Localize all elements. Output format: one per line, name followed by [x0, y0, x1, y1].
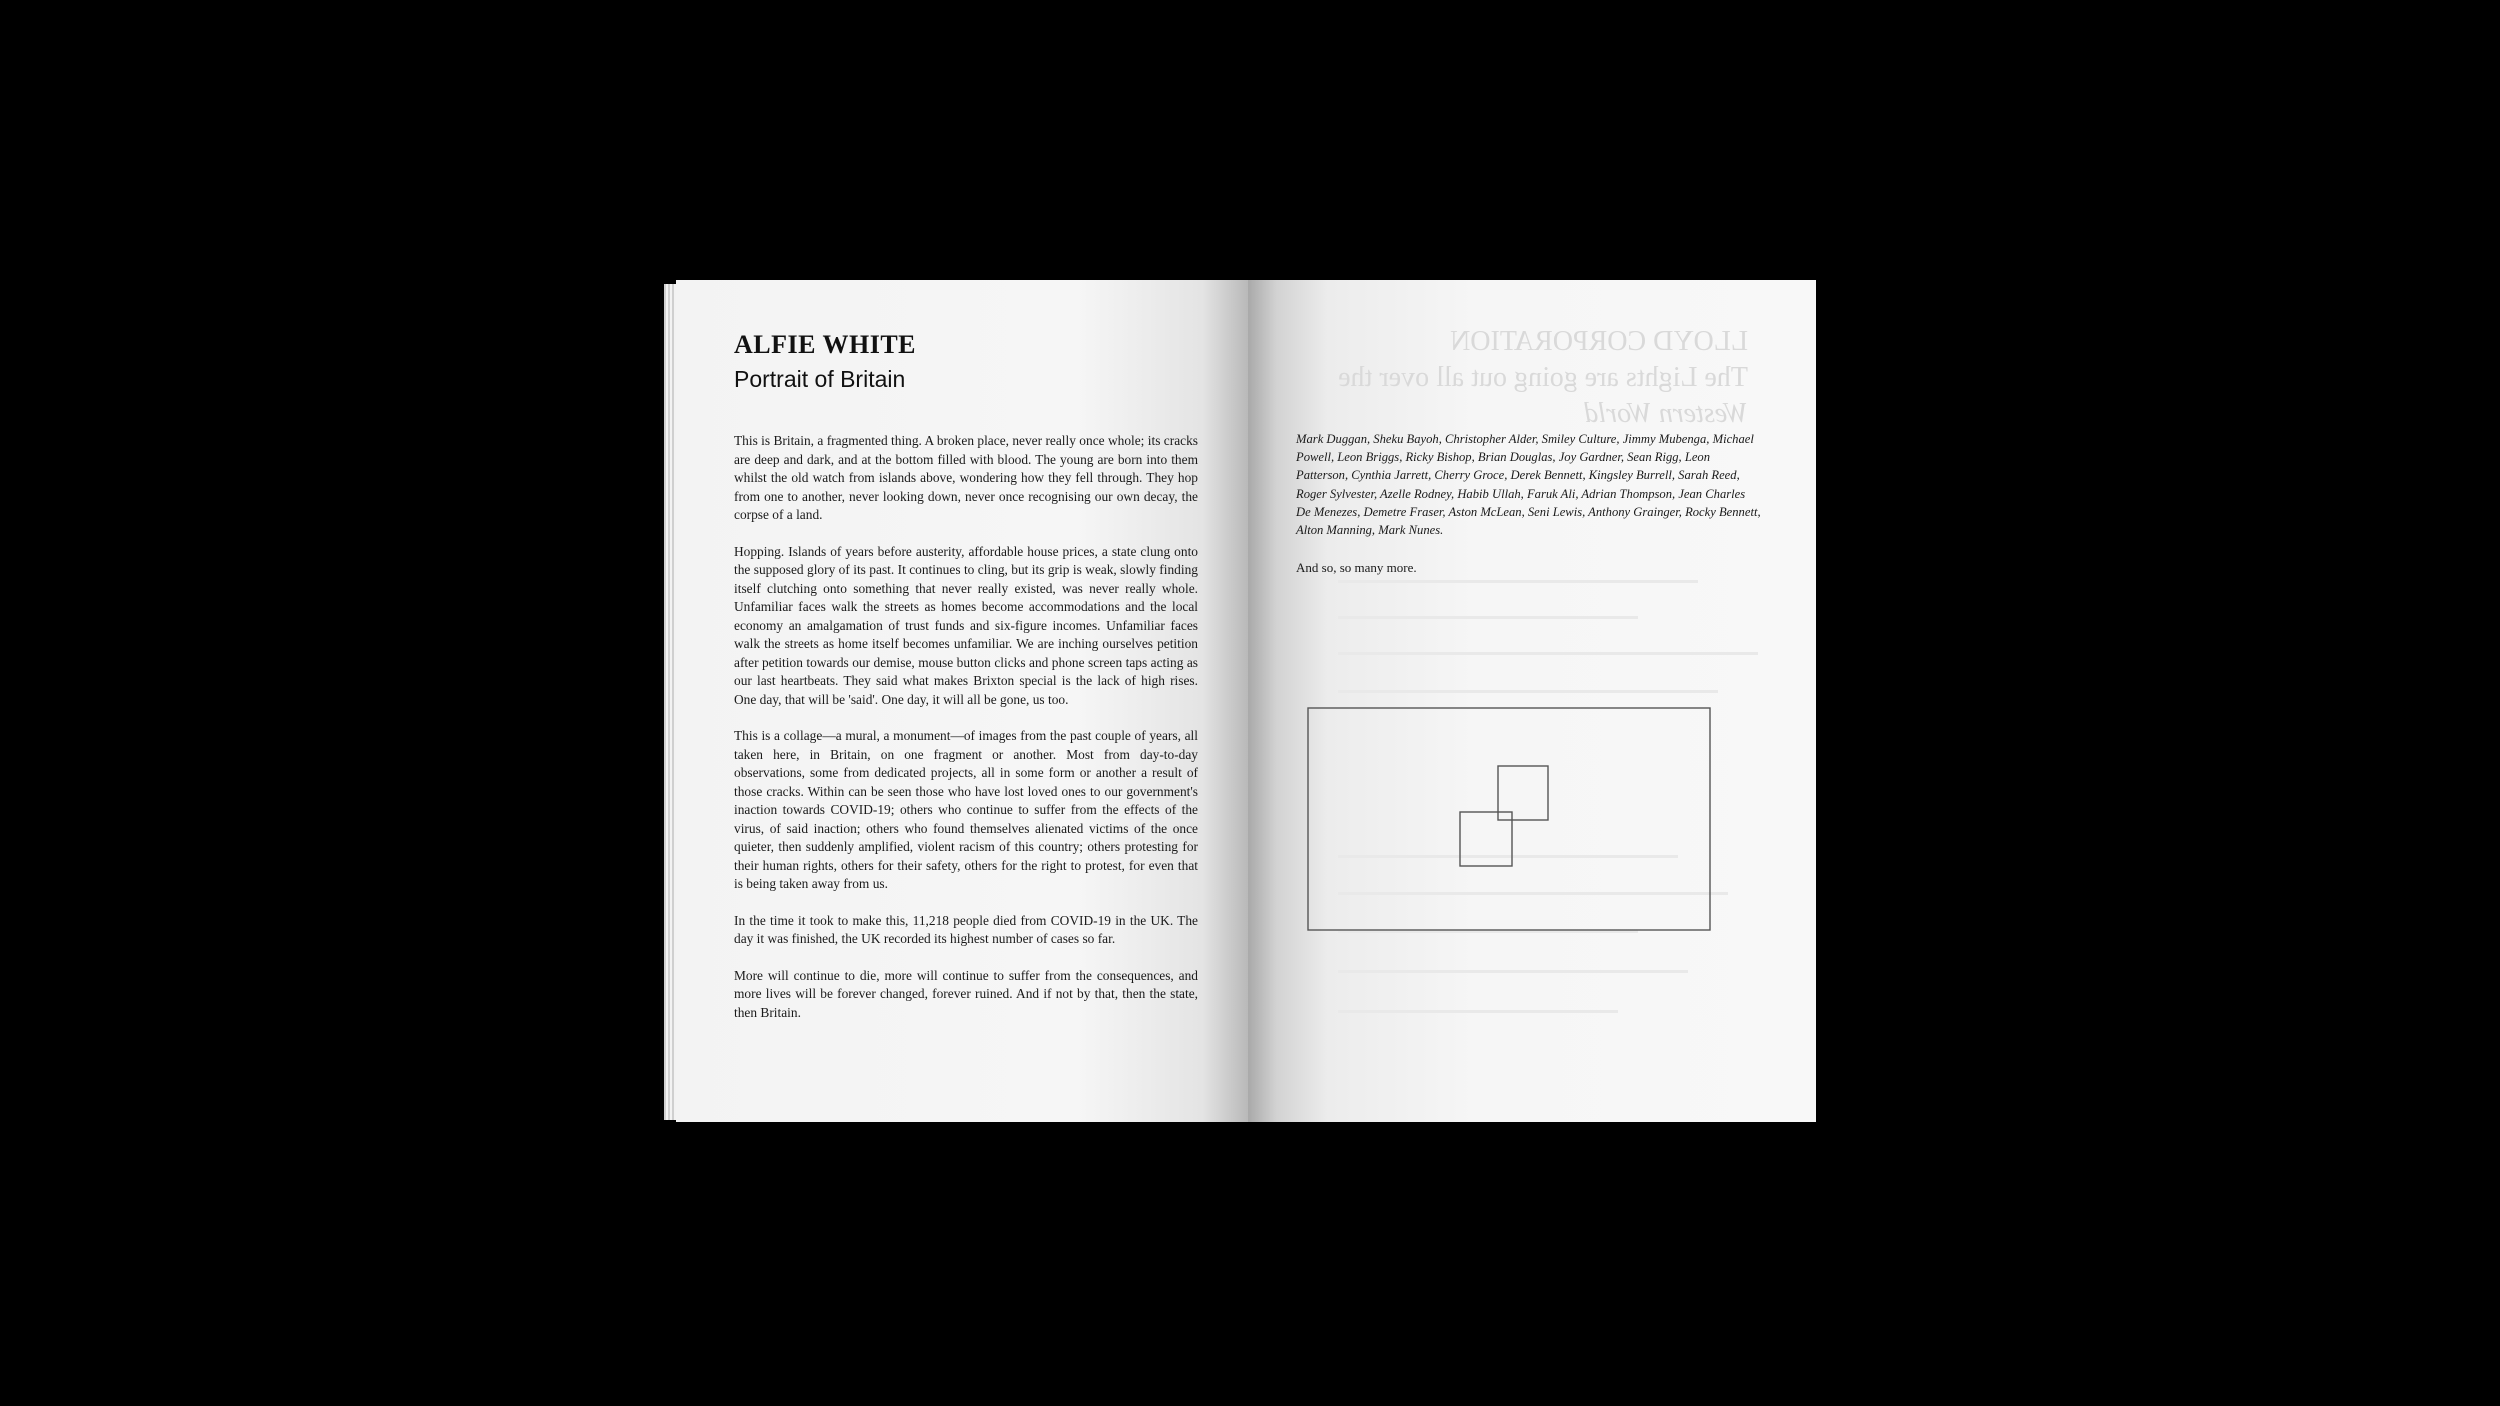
show-through-author: LLOYD CORPORATION [1450, 326, 1748, 357]
open-book-spread [664, 280, 1816, 1122]
names-list: Mark Duggan, Sheku Bayoh, Christopher Alder, Smiley Culture, Jimmy Mubenga, Michael Powell, Leon Briggs, Ricky Bishop, Brian Douglas, Joy Gardner, Sean Rigg, Leon Patterson, Cynthia Jarrett, Cherry Groce, Derek Bennett, Kingsley Burrell, Sarah Reed, Roger Sylvester, Azelle Rodney, Habib Ullah, Faruk Ali, Adrian Thompson, Jean Charles De Menezes, Demetre Fraser, Aston McLean, Seni Lewis, Anthony Grainger, Rocky Bennett, Alton Manning, Mark Nunes. [1296, 432, 1761, 538]
show-through-title-line: Western World [1584, 398, 1748, 429]
outline-diagram [1248, 280, 1816, 1122]
show-through-title-line: The Lights are going out all over the [1338, 362, 1748, 393]
left-page [676, 280, 1248, 1122]
essay-paragraph: More will continue to die, more will continue to suffer from the consequences, and more lives will be forever changed, forever ruined. And if not by that, then the state, then Britain. [734, 967, 1198, 1020]
essay-paragraph: In the time it took to make this, 11,218 people died from COVID-19 in the UK. The day it was finished, the UK recorded its highest number of cases so far. [734, 912, 1198, 946]
essay-paragraph: Hopping. Islands of years before austerity, affordable house prices, a state clung onto the supposed glory of its past. It continues to cling, but its grip is weak, slowly finding itself clutching onto something that never really existed, was never really whole. Unfamiliar faces walk the streets as homes become accommodations and the local economy an amalgamation of trust funds and six-figure incomes. Unfamiliar faces walk the streets as home itself becomes unfamiliar. We are inching ourselves petition after petition towards our demise, mouse button clicks and phone screen taps acting as our last heartbeats. They said what makes Brixton special is the lack of high rises. One day, that will be 'said'. One day, it will all be gone, us too. [734, 543, 1198, 707]
essay-paragraph: This is a collage—a mural, a monument—of images from the past couple of years, all taken here, in Britain, on one fragment or another. Most from day-to-day observations, some from dedicated projects, all in some form or another a result of those cracks. Within can be seen those who have lost loved ones to our government's inaction towards COVID-19; others who continue to suffer from the effects of the virus, of said inaction; others who found themselves alienated victims of the once quieter, then suddenly amplified, violent racism of this country; others protesting for their human rights, others for their safety, others for the right to protest, for even that is being taken away from us. [734, 728, 1198, 891]
essay-paragraph: This is Britain, a fragmented thing. A broken place, never really once whole; its cracks are deep and dark, and at the bottom filled with blood. The young are born into them whilst the old watch from islands above, wondering how they fell through. They hop from one to another, never looking down, never once recognising our own decay, the corpse of a land. [734, 433, 1198, 522]
diagram-frame [1308, 708, 1710, 930]
essay-body [734, 432, 1198, 1040]
essay-title: Portrait of Britain [734, 366, 906, 392]
author-name: ALFIE WHITE [734, 330, 917, 359]
right-page [1248, 280, 1816, 1122]
closing-line: And so, so many more. [1296, 560, 1417, 575]
